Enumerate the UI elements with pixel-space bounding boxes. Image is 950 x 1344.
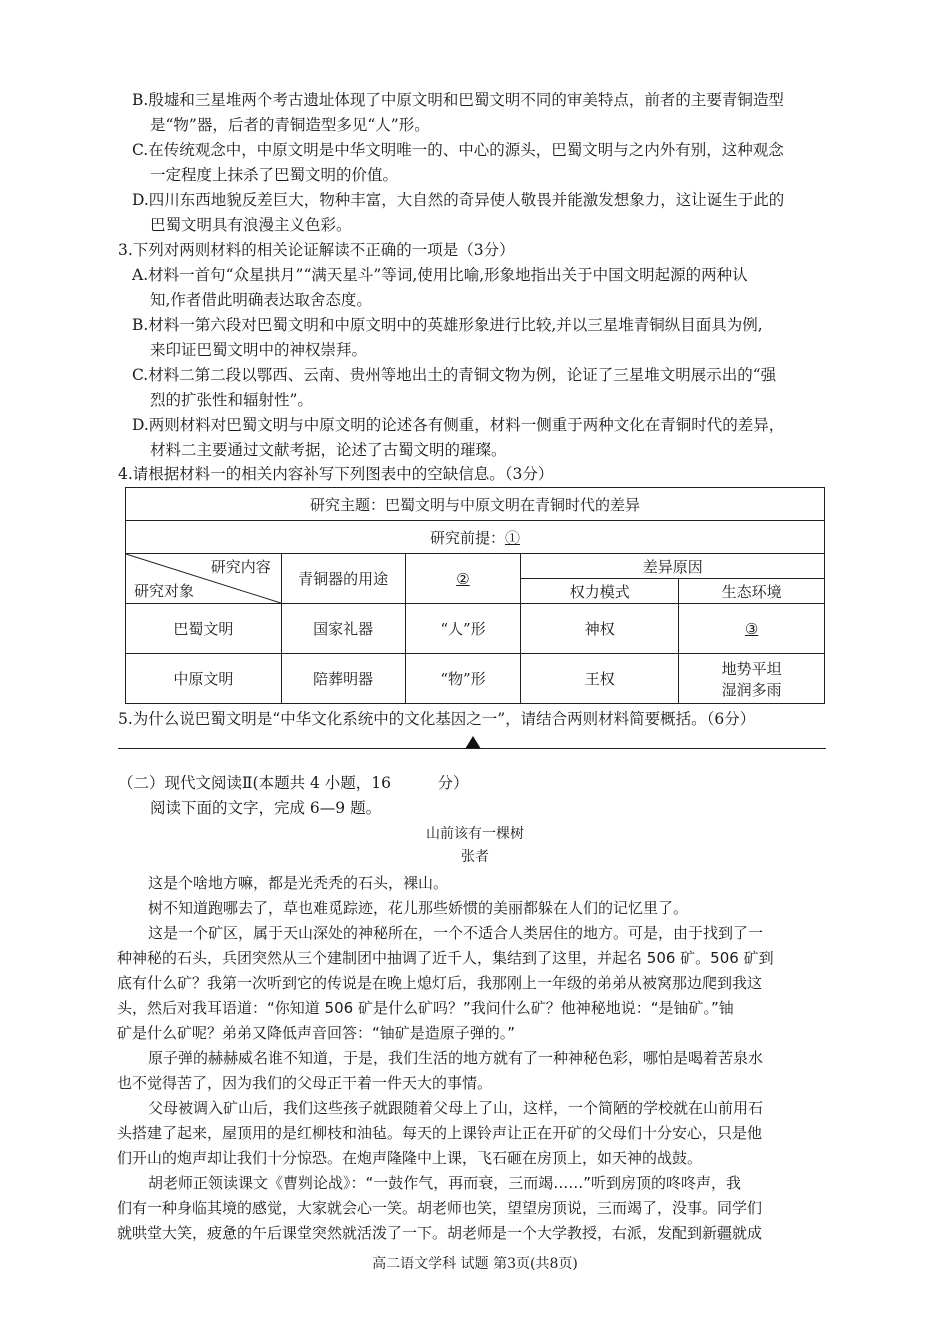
answer-line xyxy=(118,748,826,749)
story-author: 张者 xyxy=(461,849,489,865)
story-line: 树不知道跑哪去了，草也难觅踪迹，花儿那些娇惯的美丽都躲在人们的记忆里了。 xyxy=(148,899,689,917)
story-line: 头搭建了起来，屋顶用的是红柳枝和油毡。每天的上课铃声让正在开矿的父母们十分安心，只是他 xyxy=(117,1124,763,1142)
story-line: 矿是什么矿呢？弟弟又降低声音回答：“铀矿是造原子弹的。” xyxy=(117,1024,516,1042)
q3-stem: 3.下列对两则材料的相关论证解读不正确的一项是（3分） xyxy=(118,241,515,259)
story-line: 底有什么矿？我第一次听到它的传说是在晚上熄灯后，我那刚上一年级的弟弟从被窝那边爬到我这 xyxy=(117,974,763,992)
q2-option-b-line2: 是“物”器，后者的青铜造型多见“人”形。 xyxy=(150,116,430,134)
row2-power: 王权 xyxy=(521,654,679,704)
col-header-power: 权力模式 xyxy=(521,579,679,604)
row2-eco-line1: 地势平坦 xyxy=(721,659,782,678)
row1-eco xyxy=(679,604,825,654)
row2-obj: 中原文明 xyxy=(126,654,282,704)
story-line: 也不觉得苦了，因为我们的父母正干着一件天大的事情。 xyxy=(117,1074,493,1092)
story-line: 们有一种身临其境的感觉，大家就会心一笑。胡老师也笑，望望房顶说，三而竭了，没事。同学们 xyxy=(117,1199,763,1217)
section-instruction: 阅读下面的文字，完成 6—9 题。 xyxy=(150,799,382,817)
row2-eco xyxy=(679,654,825,704)
table-row xyxy=(126,604,825,654)
col-header-reason: 差异原因 xyxy=(521,554,825,579)
q3-option-d-line1: D.两则材料对巴蜀文明与中原文明的论述各有侧重，材料一侧重于两种文化在青铜时代的差异， xyxy=(132,416,785,434)
q2-option-d-line2: 巴蜀文明具有浪漫主义色彩。 xyxy=(150,216,352,234)
row1-shape: “人”形 xyxy=(405,604,521,654)
diag-top-label: 研究内容 xyxy=(210,558,271,576)
col-header-use: 青铜器的用途 xyxy=(281,554,405,604)
diag-bottom-label: 研究对象 xyxy=(134,582,195,600)
story-line: 这是个啥地方嘛，都是光秃秃的石头，裸山。 xyxy=(148,874,449,892)
q3-option-d-line2: 材料二主要通过文献考据，论述了古蜀文明的璀璨。 xyxy=(150,441,507,459)
premise-blank: ① xyxy=(505,528,521,547)
research-table xyxy=(125,487,825,704)
story-line: 这是一个矿区，属于天山深处的神秘所在，一个不适合人类居住的地方。可是，由于找到了一 xyxy=(148,924,764,942)
page-footer: 高二语文学科 试题 第3页(共8页) xyxy=(372,1256,578,1272)
q2-option-c-line1: C.在传统观念中，中原文明是中华文明唯一的、中心的源头，巴蜀文明与之内外有别，这种观念 xyxy=(132,141,784,159)
table-premise xyxy=(126,521,825,554)
q3-option-b-line2: 来印证巴蜀文明中的神权崇拜。 xyxy=(150,341,368,359)
col-header-shape xyxy=(405,554,521,604)
q3-option-c-line2: 烈的扩张性和辐射性”。 xyxy=(150,391,313,409)
row1-obj: 巴蜀文明 xyxy=(126,604,282,654)
q3-option-b-line1: B.材料一第六段对巴蜀文明和中原文明中的英雄形象进行比较,并以三星堆青铜纵目面具为例, xyxy=(132,316,763,334)
diagonal-header-cell xyxy=(126,554,282,604)
story-line: 就哄堂大笑，疲惫的午后课堂突然就活泼了一下。胡老师是一个大学教授，右派，发配到新疆就成 xyxy=(117,1224,763,1242)
table-row xyxy=(126,654,825,704)
row2-use: 陪葬明器 xyxy=(281,654,405,704)
story-line: 们开山的炮声却让我们十分惊恐。在炮声隆隆中上课，飞石砸在房顶上，如天神的战鼓。 xyxy=(117,1149,703,1167)
q2-option-c-line2: 一定程度上抹杀了巴蜀文明的价值。 xyxy=(150,166,399,184)
q2-option-d-line1: D.四川东西地貌反差巨大，物种丰富，大自然的奇异使人敬畏并能激发想象力，这让诞生于此的 xyxy=(132,191,785,209)
shape-blank: ② xyxy=(456,569,470,588)
section-heading: （二）现代文阅读Ⅱ(本题共 4 小题，16 分） xyxy=(118,774,469,792)
story-title: 山前该有一棵树 xyxy=(426,826,524,842)
q3-option-a-line2: 知,作者借此明确表达取舍态度。 xyxy=(150,291,372,309)
story-line: 父母被调入矿山后，我们这些孩子就跟随着父母上了山，这样，一个简陋的学校就在山前用石 xyxy=(148,1099,764,1117)
q2-option-b-line1: B.殷墟和三星堆两个考古遗址体现了中原文明和巴蜀文明不同的审美特点，前者的主要青铜造型 xyxy=(132,91,784,109)
q3-option-a-line1: A.材料一首句“众星拱月”“满天星斗”等词,使用比喻,形象地指出关于中国文明起源的两种认 xyxy=(132,266,748,284)
row1-power: 神权 xyxy=(521,604,679,654)
row2-eco-line2: 湿润多雨 xyxy=(721,680,782,699)
premise-label: 研究前提： xyxy=(429,528,505,547)
story-line: 种神秘的石头，兵团突然从三个建制团中抽调了近千人，集结到了这里，并起名 506 矿。506 矿到 xyxy=(117,949,774,967)
story-line: 头，然后对我耳语道：“你知道 506 矿是什么矿吗？”我问什么矿？他神秘地说：“是铀矿。”铀 xyxy=(117,999,734,1017)
table-theme: 研究主题：巴蜀文明与中原文明在青铜时代的差异 xyxy=(126,488,825,521)
q5-stem: 5.为什么说巴蜀文明是“中华文化系统中的文化基因之一”，请结合两则材料简要概括。（6分） xyxy=(118,710,756,728)
story-line: 原子弹的赫赫威名谁不知道，于是，我们生活的地方就有了一种神秘色彩，哪怕是喝着苦泉水 xyxy=(148,1049,764,1067)
row1-use: 国家礼器 xyxy=(281,604,405,654)
col-header-eco: 生态环境 xyxy=(679,579,825,604)
q3-option-c-line1: C.材料二第二段以鄂西、云南、贵州等地出土的青铜文物为例，论证了三星堆文明展示出的“强 xyxy=(132,366,777,384)
story-line: 胡老师正领读课文《曹刿论战》：“一鼓作气，再而衰，三而竭……”听到房顶的咚咚声，我 xyxy=(148,1174,742,1192)
row2-shape: “物”形 xyxy=(405,654,521,704)
q4-stem: 4.请根据材料一的相关内容补写下列图表中的空缺信息。（3分） xyxy=(118,465,554,483)
eco-blank: ③ xyxy=(744,619,759,638)
